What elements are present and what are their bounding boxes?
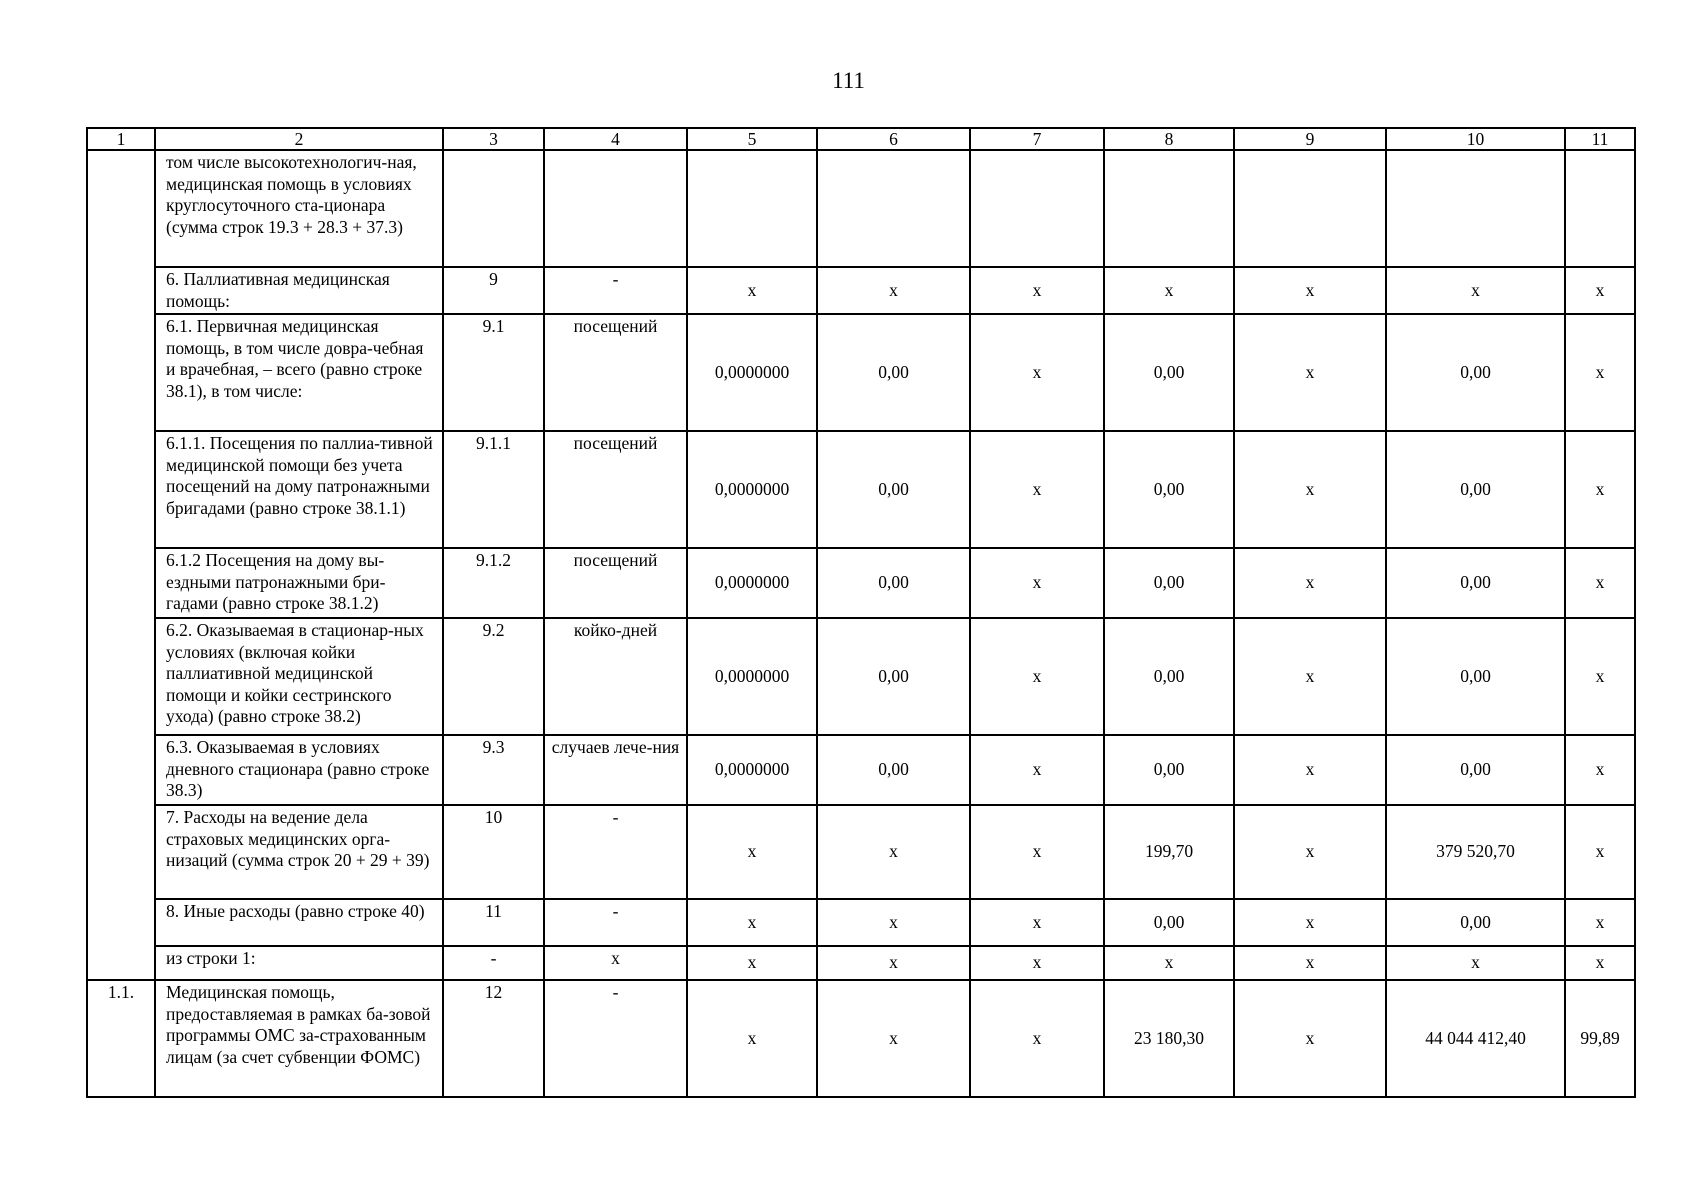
table-cell-col10: 0,00	[1386, 735, 1565, 805]
table-cell-col10: 0,00	[1386, 899, 1565, 946]
table-cell-col9: х	[1234, 314, 1386, 431]
table-cell-col5: х	[687, 267, 817, 314]
header-cell: 1	[87, 128, 155, 150]
table-cell-col3: 9.2	[443, 618, 544, 735]
table-cell-col8: 0,00	[1104, 431, 1234, 548]
table-cell-col6: 0,00	[817, 548, 970, 618]
header-cell: 4	[544, 128, 687, 150]
table-cell-col11: х	[1565, 899, 1635, 946]
table-cell-col2: 6.2. Оказываемая в стационар-ных условиях (включая койки паллиативной медицинской помощи и койки сестринского ухода) (равно строке 38.2)	[155, 618, 443, 735]
table-cell-col5: х	[687, 946, 817, 980]
table-row	[87, 805, 1635, 899]
header-cell: 7	[970, 128, 1104, 150]
table-cell-col3: 10	[443, 805, 544, 899]
table-cell-col2: том числе высокотехнологич-ная, медицинская помощь в условиях круглосуточного ста-ционара (сумма строк 19.3 + 28.3 + 37.3)	[155, 150, 443, 267]
table-cell-col7: х	[970, 314, 1104, 431]
table-cell-col2: 6.1.2 Посещения на дому вы-ездными патронажными бри-гадами (равно строке 38.1.2)	[155, 548, 443, 618]
table-cell-col1	[87, 735, 155, 805]
table-cell-col4	[544, 150, 687, 267]
table-cell-col9: х	[1234, 431, 1386, 548]
table-cell-col1	[87, 314, 155, 431]
table-cell-col8: 0,00	[1104, 618, 1234, 735]
table-cell-col8: х	[1104, 946, 1234, 980]
table-cell-col6: х	[817, 980, 970, 1097]
table-cell-col1	[87, 946, 155, 980]
table-cell-col8: 199,70	[1104, 805, 1234, 899]
header-cell: 8	[1104, 128, 1234, 150]
table-cell-col9: х	[1234, 267, 1386, 314]
table-cell-col9: х	[1234, 980, 1386, 1097]
table-cell-col7	[970, 150, 1104, 267]
table-row	[87, 150, 1635, 267]
header-cell: 5	[687, 128, 817, 150]
table-cell-col7: х	[970, 899, 1104, 946]
table-cell-col11: х	[1565, 548, 1635, 618]
table-cell-col1	[87, 267, 155, 314]
table-cell-col1	[87, 431, 155, 548]
table-cell-col6: 0,00	[817, 431, 970, 548]
header-cell: 10	[1386, 128, 1565, 150]
table-cell-col11: х	[1565, 267, 1635, 314]
table-cell-col10	[1386, 150, 1565, 267]
data-table	[86, 127, 1636, 1098]
table-cell-col5: 0,0000000	[687, 548, 817, 618]
table-cell-col7: х	[970, 805, 1104, 899]
table-cell-col9: х	[1234, 548, 1386, 618]
table-cell-col10: 44 044 412,40	[1386, 980, 1565, 1097]
table-cell-col5: 0,0000000	[687, 618, 817, 735]
table-cell-col10: 0,00	[1386, 314, 1565, 431]
header-cell: 3	[443, 128, 544, 150]
table-cell-col10: 0,00	[1386, 618, 1565, 735]
table-cell-col2: 6. Паллиативная медицинская помощь:	[155, 267, 443, 314]
table-cell-col4: -	[544, 899, 687, 946]
table-cell-col3: 11	[443, 899, 544, 946]
table-cell-col7: х	[970, 618, 1104, 735]
table-cell-col3: 9.1.1	[443, 431, 544, 548]
table-cell-col6: х	[817, 946, 970, 980]
table-cell-col6: х	[817, 267, 970, 314]
table-cell-col7: х	[970, 735, 1104, 805]
header-row	[87, 128, 1635, 150]
table-cell-col2: Медицинская помощь, предоставляемая в рамках ба-зовой программы ОМС за-страхованным лицам (за счет субвенции ФОМС)	[155, 980, 443, 1097]
table-cell-col11: х	[1565, 805, 1635, 899]
table-cell-col10: х	[1386, 946, 1565, 980]
table-cell-col9: х	[1234, 805, 1386, 899]
table-cell-col4: койко-дней	[544, 618, 687, 735]
table-cell-col3: 9.1.2	[443, 548, 544, 618]
table-body	[87, 128, 1635, 1097]
table-row	[87, 618, 1635, 735]
table-cell-col3	[443, 150, 544, 267]
table-row	[87, 314, 1635, 431]
table-cell-col4: -	[544, 980, 687, 1097]
table-cell-col4: случаев лече-ния	[544, 735, 687, 805]
table-cell-col6: 0,00	[817, 735, 970, 805]
table-cell-col8	[1104, 150, 1234, 267]
table-cell-col3: 12	[443, 980, 544, 1097]
table-cell-col11	[1565, 150, 1635, 267]
table-cell-col5: х	[687, 980, 817, 1097]
table-cell-col1: 1.1.	[87, 980, 155, 1097]
table-cell-col1	[87, 805, 155, 899]
table-cell-col9: х	[1234, 899, 1386, 946]
table-cell-col3: 9	[443, 267, 544, 314]
table-cell-col6: х	[817, 899, 970, 946]
page-number: 111	[832, 68, 865, 93]
header-cell: 6	[817, 128, 970, 150]
table-cell-col7: х	[970, 548, 1104, 618]
table-cell-col9	[1234, 150, 1386, 267]
header-cell: 2	[155, 128, 443, 150]
table-cell-col7: х	[970, 431, 1104, 548]
table-cell-col11: х	[1565, 946, 1635, 980]
table-row	[87, 548, 1635, 618]
table-cell-col6	[817, 150, 970, 267]
table-cell-col5: х	[687, 805, 817, 899]
header-cell: 11	[1565, 128, 1635, 150]
table-cell-col2: 6.1. Первичная медицинская помощь, в том числе довра-чебная и врачебная, – всего (равно строке 38.1), в том числе:	[155, 314, 443, 431]
table-row	[87, 980, 1635, 1097]
table-cell-col1	[87, 618, 155, 735]
table-cell-col5: 0,0000000	[687, 735, 817, 805]
table-cell-col8: 23 180,30	[1104, 980, 1234, 1097]
table-row	[87, 735, 1635, 805]
header-cell: 9	[1234, 128, 1386, 150]
table-cell-col3: 9.1	[443, 314, 544, 431]
table-cell-col8: 0,00	[1104, 314, 1234, 431]
table-cell-col8: 0,00	[1104, 548, 1234, 618]
table-cell-col2: 7. Расходы на ведение дела страховых медицинских орга-низаций (сумма строк 20 + 29 + 39)	[155, 805, 443, 899]
table-cell-col4: -	[544, 267, 687, 314]
table-cell-col9: х	[1234, 618, 1386, 735]
table-cell-col11: х	[1565, 314, 1635, 431]
table-cell-col10: х	[1386, 267, 1565, 314]
table-cell-col1	[87, 150, 155, 267]
table-cell-col6: х	[817, 805, 970, 899]
table-cell-col8: 0,00	[1104, 735, 1234, 805]
table-cell-col1	[87, 899, 155, 946]
table-cell-col2: 6.1.1. Посещения по паллиа-тивной медицинской помощи без учета посещений на дому патронажными бригадами (равно строке 38.1.1)	[155, 431, 443, 548]
table-cell-col10: 0,00	[1386, 548, 1565, 618]
table-cell-col8: 0,00	[1104, 899, 1234, 946]
table-cell-col4: посещений	[544, 314, 687, 431]
table-cell-col8: х	[1104, 267, 1234, 314]
table-row	[87, 946, 1635, 980]
table-cell-col7: х	[970, 946, 1104, 980]
table-cell-col6: 0,00	[817, 618, 970, 735]
table-cell-col5	[687, 150, 817, 267]
table-cell-col4: -	[544, 805, 687, 899]
table-cell-col2: 6.3. Оказываемая в условиях дневного стационара (равно строке 38.3)	[155, 735, 443, 805]
table-cell-col10: 0,00	[1386, 431, 1565, 548]
table-cell-col4: посещений	[544, 548, 687, 618]
table-cell-col4: посещений	[544, 431, 687, 548]
table-cell-col11: х	[1565, 431, 1635, 548]
table-cell-col11: х	[1565, 618, 1635, 735]
table-cell-col5: 0,0000000	[687, 314, 817, 431]
table-cell-col9: х	[1234, 946, 1386, 980]
table-cell-col11: 99,89	[1565, 980, 1635, 1097]
table-cell-col7: х	[970, 980, 1104, 1097]
table-cell-col3: 9.3	[443, 735, 544, 805]
table-row	[87, 899, 1635, 946]
table-cell-col5: х	[687, 899, 817, 946]
table-cell-col3: -	[443, 946, 544, 980]
table-row	[87, 267, 1635, 314]
table-cell-col1	[87, 548, 155, 618]
table-cell-col4: х	[544, 946, 687, 980]
table-cell-col11: х	[1565, 735, 1635, 805]
table-cell-col7: х	[970, 267, 1104, 314]
table-cell-col2: из строки 1:	[155, 946, 443, 980]
table-row	[87, 431, 1635, 548]
table-cell-col2: 8. Иные расходы (равно строке 40)	[155, 899, 443, 946]
table-cell-col10: 379 520,70	[1386, 805, 1565, 899]
table-cell-col6: 0,00	[817, 314, 970, 431]
table-cell-col9: х	[1234, 735, 1386, 805]
table-cell-col5: 0,0000000	[687, 431, 817, 548]
